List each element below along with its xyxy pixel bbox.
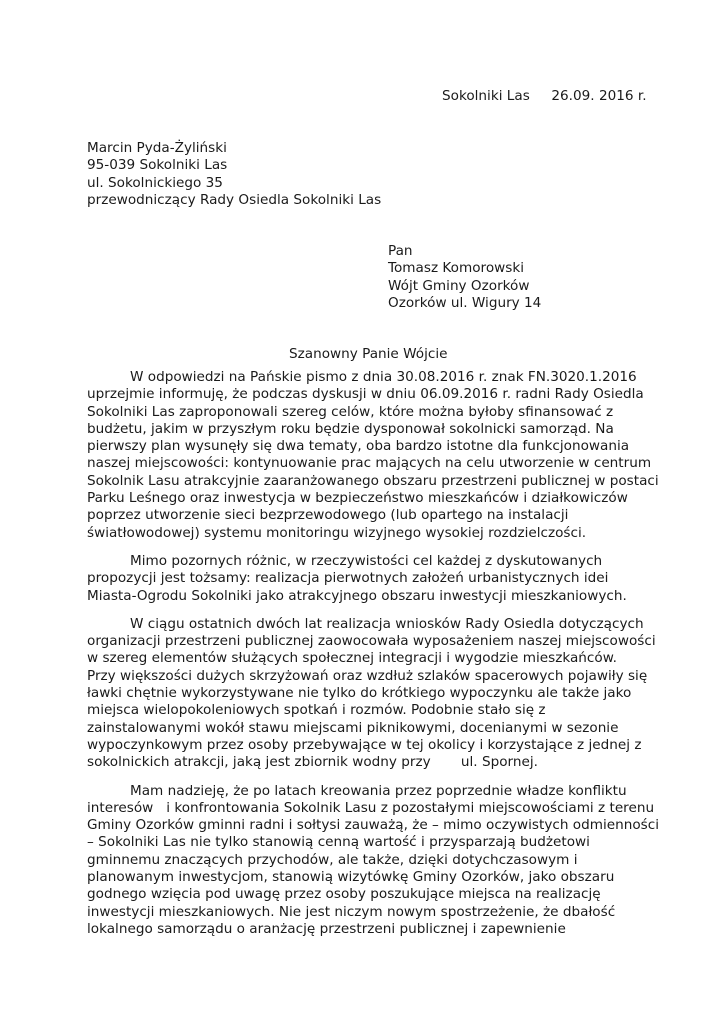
paragraph-line: Sokolniki Las zaproponowali szereg celów, które można byłoby sfinansować z [87, 403, 614, 420]
sender-name: Marcin Pyda-Żyliński [87, 140, 227, 156]
paragraph-line: W ciągu ostatnich dwóch lat realizacja wniosków Rady Osiedla dotyczących [130, 615, 644, 632]
recipient-honorific: Pan [388, 243, 413, 259]
recipient-address-block [388, 243, 541, 312]
paragraph-line: Mimo pozornych różnic, w rzeczywistości cel każdej z dyskutowanych [130, 552, 603, 569]
body-paragraph [87, 369, 659, 542]
paragraph-line: planowanym inwestycjom, stanowią wizytówkę Gminy Ozorków, jako obszaru [87, 869, 615, 886]
paragraph-line: interesów i konfrontowania Sokolnik Lasu z pozostałymi miejscowościami z terenu [87, 799, 655, 816]
paragraph-line: budżetu, jakim w przyszłym roku będzie dysponował sokolnicki samorząd. Na [87, 420, 614, 437]
paragraph-line: w szereg elementów służących społecznej integracji i wygodzie mieszkańców. [87, 650, 617, 667]
sender-postal-code-city: 95-039 Sokolniki Las [87, 157, 228, 174]
salutation: Szanowny Panie Wójcie [289, 346, 448, 362]
paragraph-line: Przy większości dużych skrzyżowań oraz wzdłuż szlaków spacerowych pojawiły się [87, 667, 648, 684]
paragraph-line: organizacji przestrzeni publicznej zaowocowała wyposażeniem naszej miejscowości [87, 633, 656, 650]
sender-address-block [87, 140, 381, 209]
paragraph-line: naszej miejscowości: kontynuowanie prac mających na celu utworzenie w centrum [87, 455, 652, 472]
paragraph-line: sokolnickich atrakcji, jaką jest zbiornik wodny przy ul. Spornej. [87, 754, 538, 771]
body-paragraph [87, 553, 647, 605]
paragraph-line: pierwszy plan wysunęły się dwa tematy, oba bardzo istotne dla funkcjonowania [87, 438, 630, 455]
paragraph-line: Parku Leśnego oraz inwestycja w bezpieczeństwo mieszkańców i działkowiczów [87, 490, 628, 507]
paragraph-line: światłowodowej) systemu monitoringu wizyjnego wysokiej rozdzielczości. [87, 524, 587, 541]
recipient-address: Ozorków ul. Wigury 14 [388, 294, 542, 311]
paragraph-line: propozycji jest tożsamy: realizacja pierwotnych założeń urbanistycznych idei [87, 570, 609, 587]
paragraph-line: Gminy Ozorków gminni radni i sołtysi zauważą, że – mimo oczywistych odmienności [87, 817, 659, 834]
paragraph-line: poprzez utworzenie sieci bezprzewodowego (lub opartego na instalacji [87, 507, 569, 524]
paragraph-line: Sokolnik Lasu atrakcyjnie zaaranżowanego obszaru przestrzeni publicznej w postaci [87, 472, 659, 489]
body-paragraph [87, 782, 659, 939]
place-and-date: Sokolniki Las 26.09. 2016 r. [442, 88, 647, 104]
paragraph-line: W odpowiedzi na Pańskie pismo z dnia 30.08.2016 r. znak FN.3020.1.2016 [130, 369, 637, 385]
paragraph-line: ławki chętnie wykorzystywane nie tylko do krótkiego wypoczynku ale także jako [87, 685, 632, 702]
letter-body [87, 369, 659, 949]
sender-street: ul. Sokolnickiego 35 [87, 174, 223, 191]
body-paragraph [87, 615, 656, 772]
paragraph-line: inwestycji mieszkaniowych. Nie jest niczym nowym spostrzeżenie, że dbałość [87, 903, 616, 920]
paragraph-line: lokalnego samorządu o aranżację przestrzeni publicznej i zapewnienie [87, 920, 566, 937]
paragraph-line: wypoczynkowym przez osoby przebywające w tej okolicy i korzystające z jednej z [87, 736, 642, 753]
sender-title: przewodniczący Rady Osiedla Sokolniki Las [87, 191, 382, 208]
paragraph-line: miejsca wielopokoleniowych spotkań i rozmów. Podobnie stało się z [87, 702, 546, 719]
paragraph-line: zainstalowanymi wokół stawu miejscami piknikowymi, docenianymi w sezonie [87, 719, 619, 736]
paragraph-line: Mam nadzieję, że po latach kreowania przez poprzednie władze konfliktu [130, 782, 627, 799]
paragraph-line: Miasta-Ogrodu Sokolniki jako atrakcyjnego obszaru inwestycji mieszkaniowych. [87, 587, 627, 604]
paragraph-line: godnego wzięcia pod uwagę przez osoby poszukujące miejsca na realizację [87, 886, 601, 903]
recipient-name: Tomasz Komorowski [388, 260, 524, 277]
paragraph-line: – Sokolniki Las nie tylko stanowią cenną wartość i przysparzają budżetowi [87, 834, 590, 851]
paragraph-line: gminnemu znaczących przychodów, ale także, dzięki dotychczasowym i [87, 851, 578, 868]
paragraph-line: uprzejmie informuję, że podczas dyskusji w dniu 06.09.2016 r. radni Rady Osiedla [87, 386, 644, 403]
recipient-title: Wójt Gminy Ozorków [388, 277, 530, 294]
